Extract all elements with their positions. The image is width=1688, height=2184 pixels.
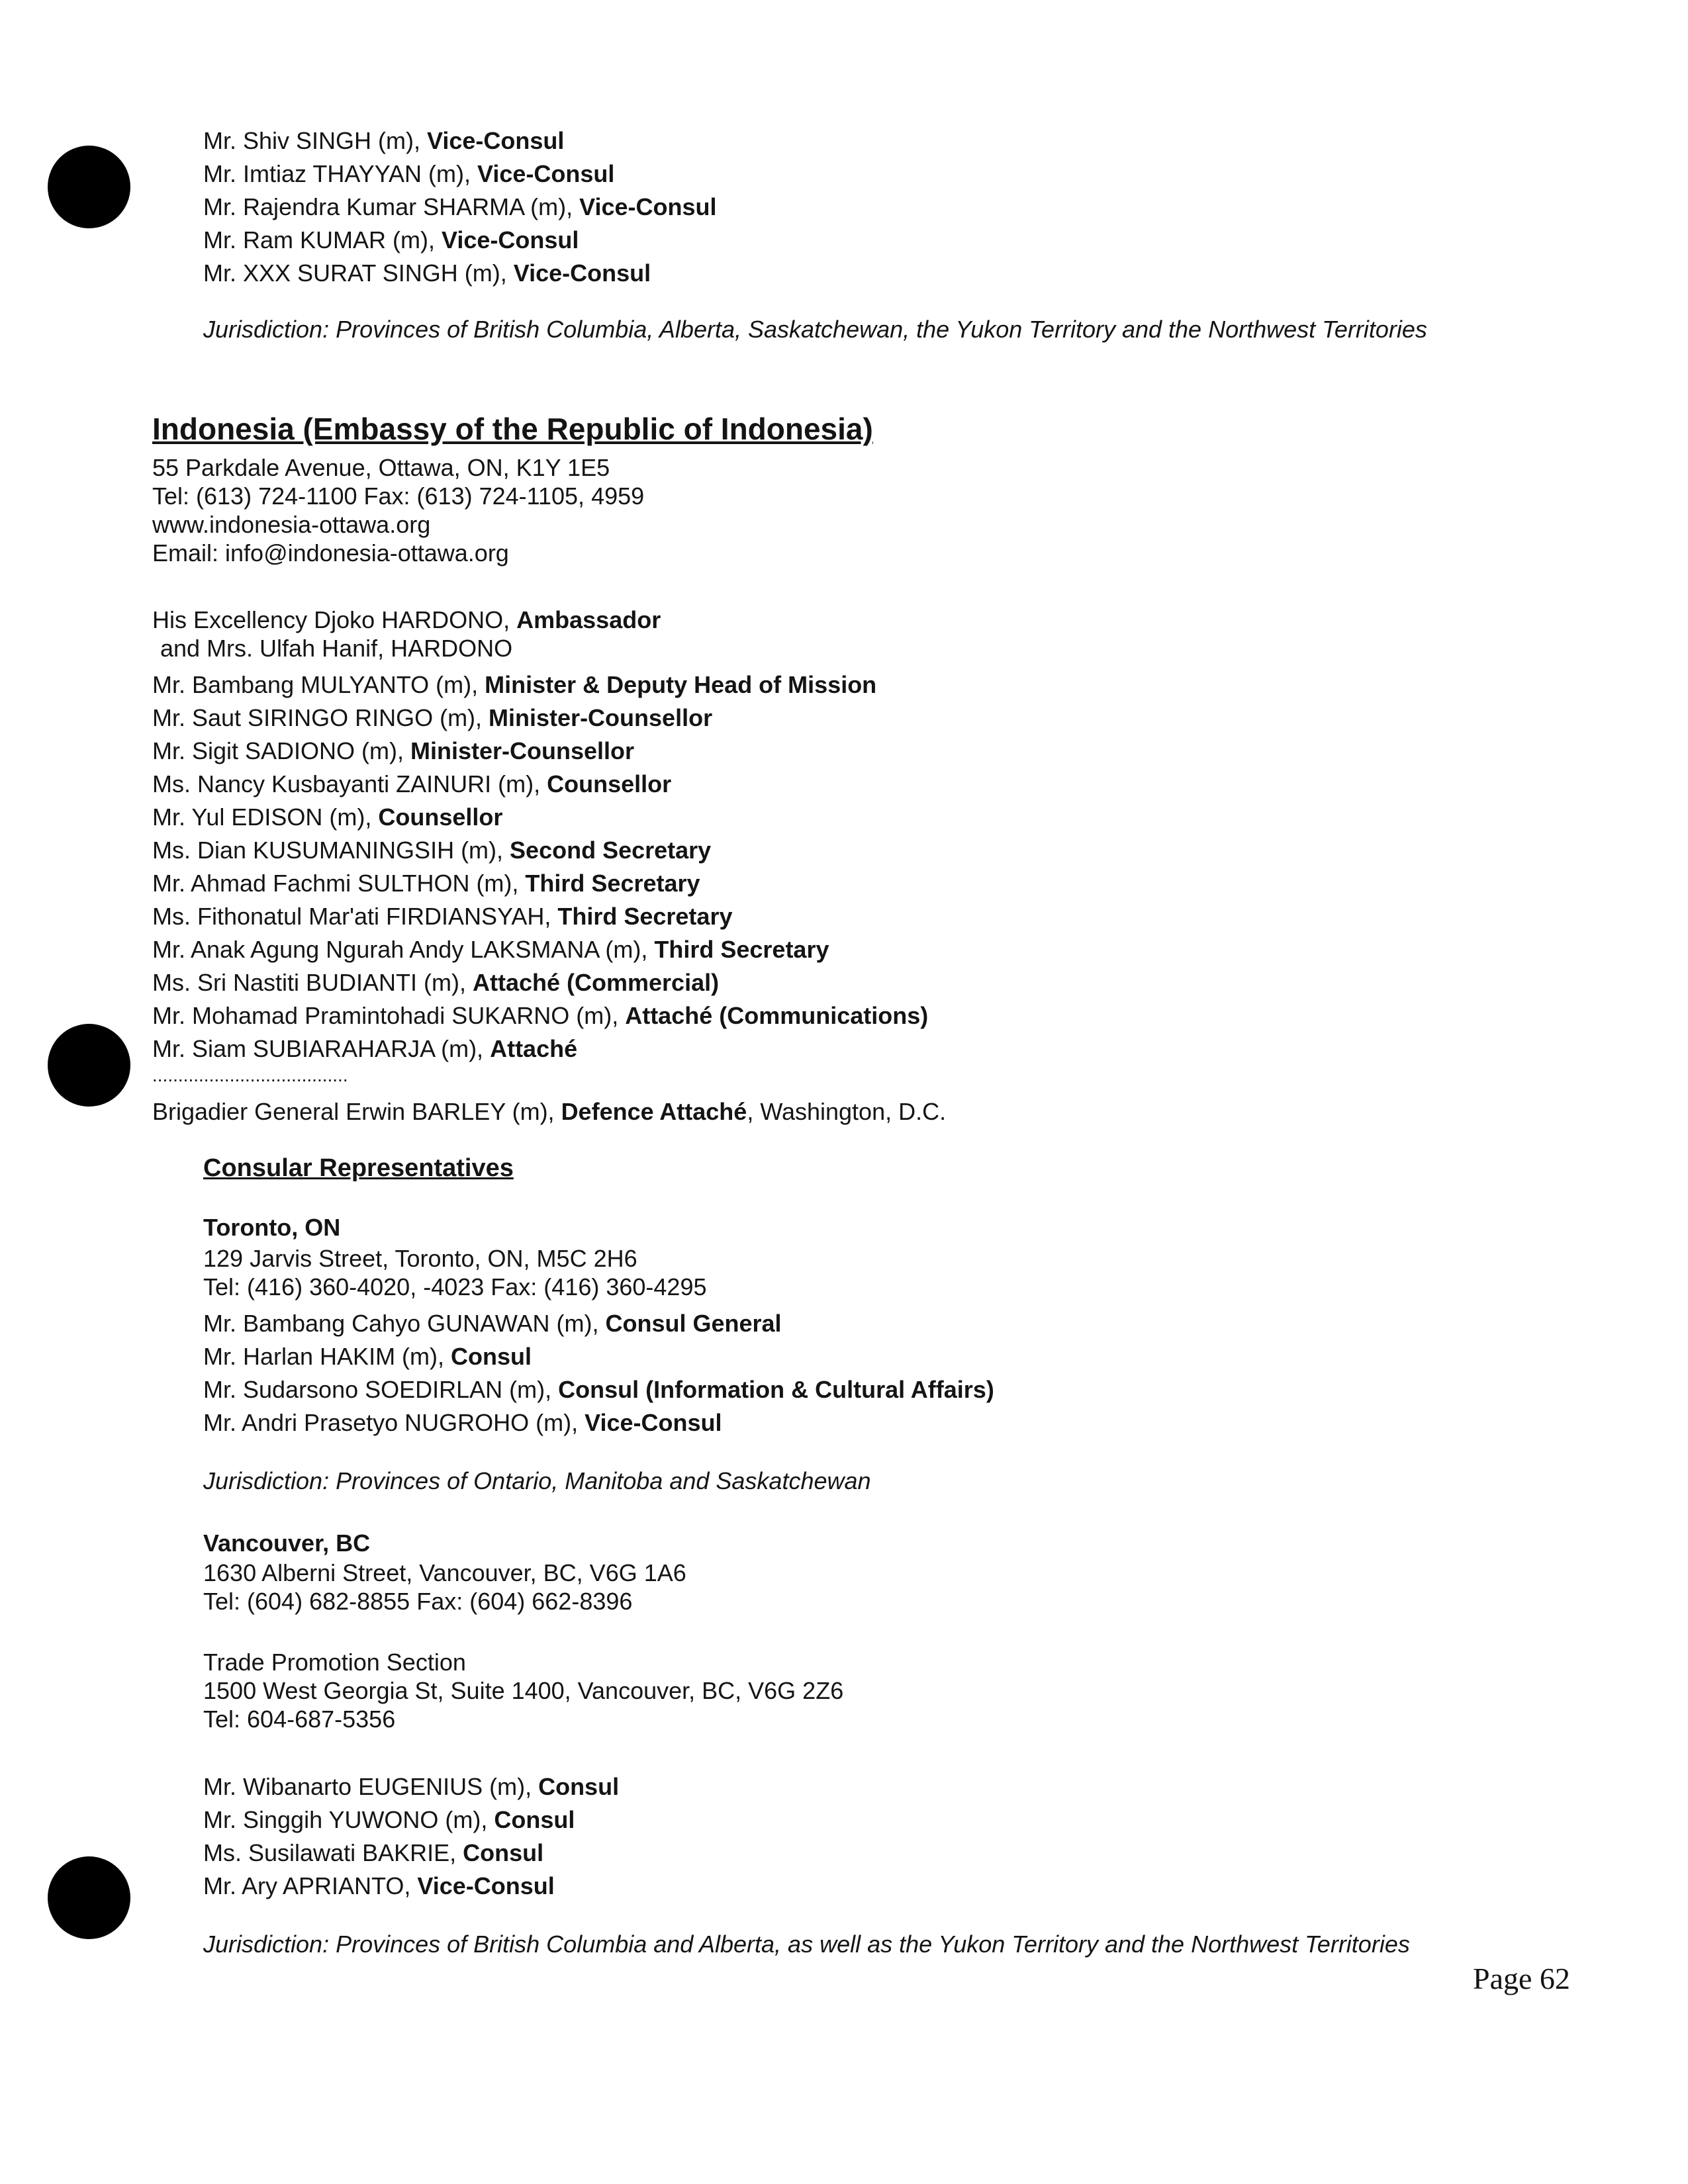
embassy-heading: Indonesia (Embassy of the Republic of Indonesia): [152, 412, 873, 446]
vancouver-phone: Tel: (604) 682-8855 Fax: (604) 662-8396: [203, 1588, 633, 1615]
ambassador-entry: His Excellency Djoko HARDONO, Ambassador: [152, 606, 661, 633]
staff-entry: Mr. Harlan HAKIM (m), Consul: [203, 1343, 532, 1370]
staff-entry: Ms. Sri Nastiti BUDIANTI (m), Attaché (Commercial): [152, 969, 720, 996]
punch-hole-top: [48, 146, 130, 228]
staff-entry: Mr. Wibanarto EUGENIUS (m), Consul: [203, 1773, 620, 1800]
toronto-phone: Tel: (416) 360-4020, -4023 Fax: (416) 360-4295: [203, 1273, 707, 1300]
staff-entry: Mr. Sudarsono SOEDIRLAN (m), Consul (Information & Cultural Affairs): [203, 1376, 994, 1403]
punch-hole-bottom: [48, 1856, 130, 1939]
ambassador-block: [152, 606, 661, 662]
vancouver-staff-list: [203, 1770, 619, 1903]
staff-entry: Mr. Andri Prasetyo NUGROHO (m), Vice-Consul: [203, 1409, 722, 1436]
consular-heading: Consular Representatives: [203, 1154, 514, 1182]
staff-entry: Mr. Rajendra Kumar SHARMA (m), Vice-Consul: [203, 193, 717, 220]
staff-entry: Ms. Fithonatul Mar'ati FIRDIANSYAH, Third Secretary: [152, 903, 733, 930]
staff-entry: Ms. Dian KUSUMANINGSIH (m), Second Secretary: [152, 837, 712, 864]
vancouver-city: Vancouver, BC: [203, 1529, 371, 1557]
top-staff-list: [203, 124, 717, 290]
staff-entry: Mr. Mohamad Pramintohadi SUKARNO (m), Attaché (Communications): [152, 1002, 929, 1029]
vancouver-jurisdiction: Jurisdiction: Provinces of British Columbia and Alberta, as well as the Yukon Territory and the Northwest Territories: [203, 1931, 1410, 1958]
staff-entry: Mr. Bambang Cahyo GUNAWAN (m), Consul General: [203, 1310, 782, 1337]
embassy-contact: [152, 453, 644, 567]
staff-entry: Mr. Imtiaz THAYYAN (m), Vice-Consul: [203, 160, 615, 187]
toronto-jurisdiction: Jurisdiction: Provinces of Ontario, Manitoba and Saskatchewan: [203, 1467, 871, 1494]
top-jurisdiction: Jurisdiction: Provinces of British Columbia, Alberta, Saskatchewan, the Yukon Territory and the Northwest Territories: [203, 316, 1427, 343]
staff-entry: Mr. Ram KUMAR (m), Vice-Consul: [203, 226, 579, 253]
staff-entry: Mr. Siam SUBIARAHARJA (m), Attaché: [152, 1035, 578, 1062]
vancouver-contact: [203, 1559, 686, 1615]
embassy-website[interactable]: www.indonesia-ottawa.org: [152, 511, 431, 538]
embassy-email[interactable]: Email: info@indonesia-ottawa.org: [152, 539, 509, 567]
toronto-contact: [203, 1244, 706, 1301]
embassy-staff-list: [152, 668, 928, 1066]
page-number: Page 62: [1473, 1962, 1570, 1995]
staff-entry: Mr. Bambang MULYANTO (m), Minister & Deputy Head of Mission: [152, 671, 877, 698]
toronto-staff-list: [203, 1307, 994, 1439]
ambassador-spouse: and Mrs. Ulfah Hanif, HARDONO: [160, 635, 513, 662]
staff-entry: Mr. Yul EDISON (m), Counsellor: [152, 803, 503, 831]
vancouver-address: 1630 Alberni Street, Vancouver, BC, V6G 1A6: [203, 1559, 686, 1586]
toronto-city: Toronto, ON: [203, 1214, 341, 1241]
punch-hole-middle: [48, 1024, 130, 1107]
trade-address: 1500 West Georgia St, Suite 1400, Vancouver, BC, V6G 2Z6: [203, 1677, 844, 1704]
staff-entry: Mr. Shiv SINGH (m), Vice-Consul: [203, 127, 565, 154]
toronto-address: 129 Jarvis Street, Toronto, ON, M5C 2H6: [203, 1245, 637, 1272]
staff-entry: Mr. Sigit SADIONO (m), Minister-Counsellor: [152, 737, 635, 764]
staff-entry: Mr. Ahmad Fachmi SULTHON (m), Third Secretary: [152, 870, 700, 897]
trade-promotion-block: [203, 1648, 843, 1733]
staff-entry: Ms. Nancy Kusbayanti ZAINURI (m), Counsellor: [152, 770, 672, 797]
embassy-phone: Tel: (613) 724-1100 Fax: (613) 724-1105, 4959: [152, 482, 645, 510]
defence-attache-entry: Brigadier General Erwin BARLEY (m), Defence Attaché, Washington, D.C.: [152, 1098, 947, 1125]
staff-entry: Mr. Saut SIRINGO RINGO (m), Minister-Counsellor: [152, 704, 713, 731]
staff-entry: Ms. Susilawati BAKRIE, Consul: [203, 1839, 544, 1866]
trade-section-title: Trade Promotion Section: [203, 1649, 466, 1676]
staff-entry: Mr. Anak Agung Ngurah Andy LAKSMANA (m), Third Secretary: [152, 936, 829, 963]
staff-entry: Mr. Ary APRIANTO, Vice-Consul: [203, 1872, 555, 1899]
embassy-address: 55 Parkdale Avenue, Ottawa, ON, K1Y 1E5: [152, 454, 610, 481]
trade-phone: Tel: 604-687-5356: [203, 1706, 396, 1733]
staff-entry: Mr. XXX SURAT SINGH (m), Vice-Consul: [203, 259, 651, 287]
dotted-separator: ......................................: [152, 1065, 348, 1085]
staff-entry: Mr. Singgih YUWONO (m), Consul: [203, 1806, 575, 1833]
